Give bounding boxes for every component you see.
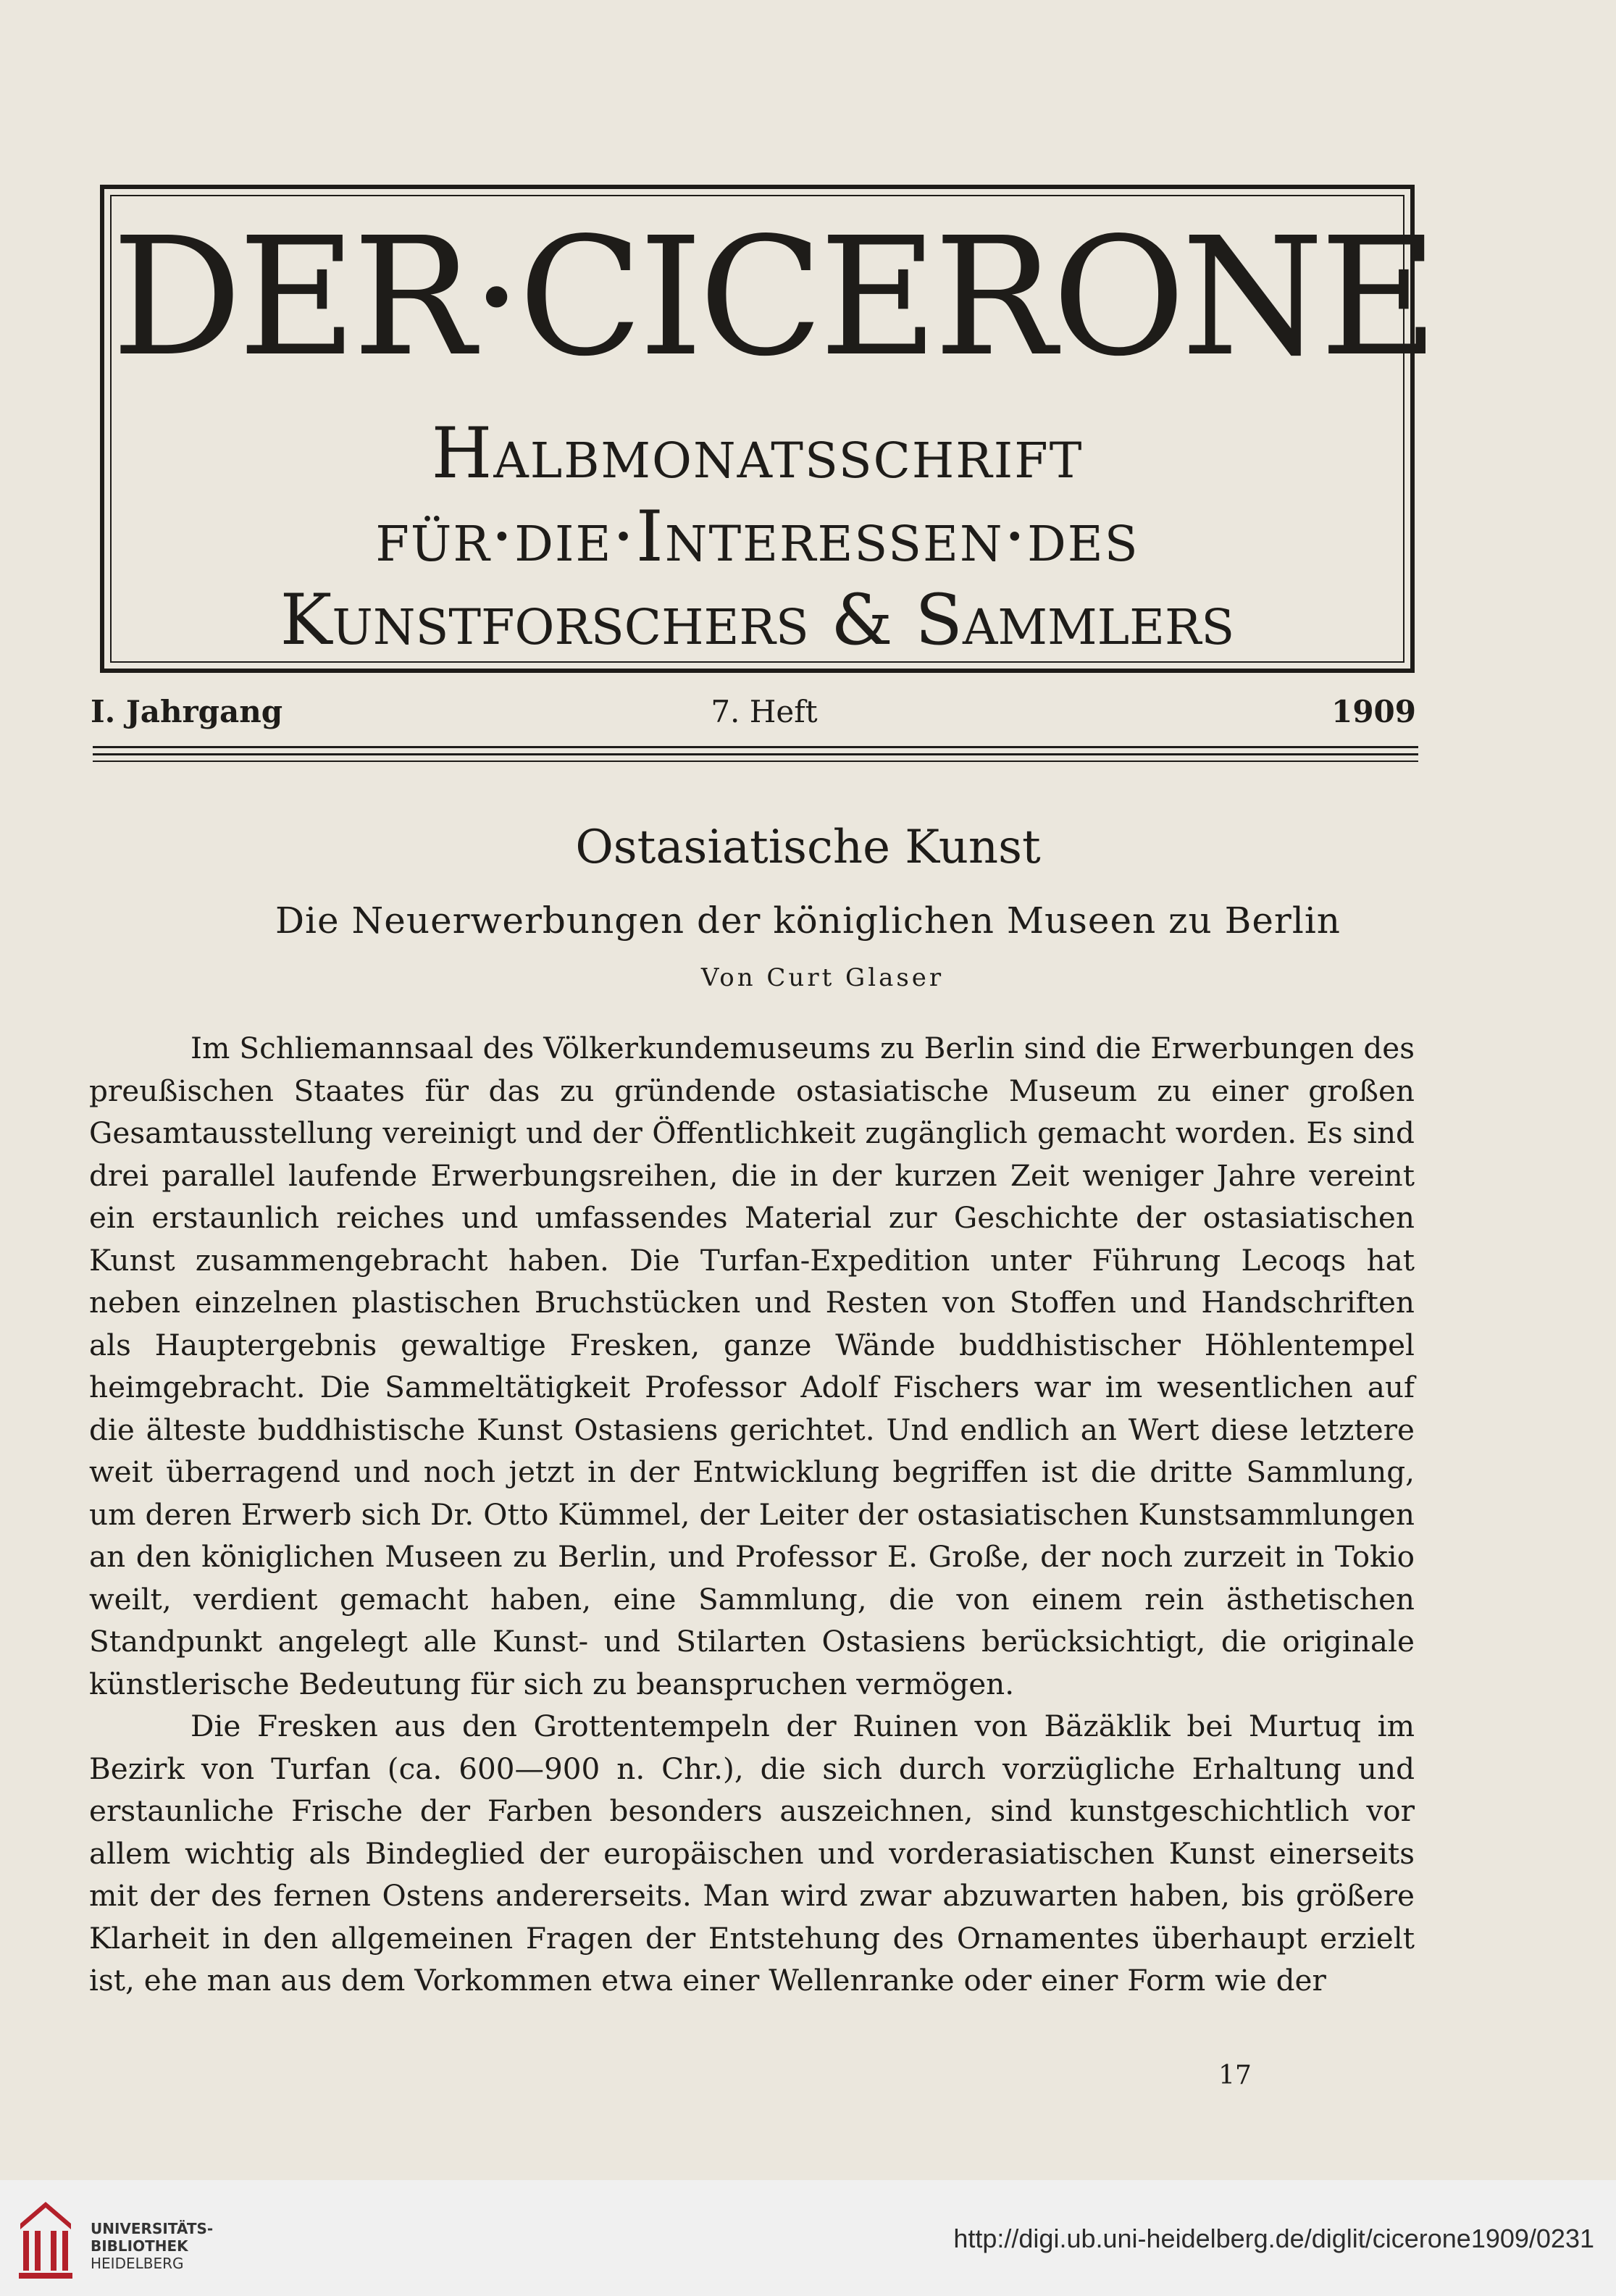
body-paragraph: Im Schliemannsaal des Völkerkundemuseums zu Berlin sind die Erwerbungen des preußischen Staates für das zu gründende ostasiatische Museum zu einer großen Gesamtausstellung vereinigt und der Öffentlichkeit zugänglich gemacht worden. Es sind drei parallel laufende Erwerbungsreihen, die in der kurzen Zeit weniger Jahre vereint ein erstaunlich reiches und umfassendes Material zur Geschichte der ostasiatischen Kunst zusammengebracht haben. Die Turfan-Expedition unter Führung Lecoqs hat neben einzelnen plastischen Bruchstücken und Resten von Stoffen und Handschriften als Hauptergebnis gewaltige Fresken, ganze Wände buddhistischer Höhlentempel heimgebracht. Die Sammeltätigkeit Professor Adolf Fischers war im wesentlichen auf die älteste buddhistische Kunst Ostasiens gerichtet. Und endlich an Wert diese letztere weit überragend und noch jetzt in der Entwicklung begriffen ist die dritte Sammlung, um deren Erwerb sich Dr. Otto Kümmel, der Leiter der ostasiatischen Kunstsammlungen an den königlichen Museen zu Berlin, und Professor E. Große, der noch zurzeit in Tokio weilt, verdient gemacht haben, eine Sammlung, die von einem rein ästhetischen Standpunkt angelegt alle Kunst- und Stilarten Ostasiens berücksichtigt, die originale künstlerische Bedeutung für sich zu beanspruchen vermögen. <box>89 1031 1415 1701</box>
divider-rule <box>93 753 1418 755</box>
masthead <box>100 185 1434 673</box>
journal-title: DER·CICERONE <box>112 203 1434 393</box>
issue-year: 1909 <box>1331 694 1416 729</box>
library-name-line: HEIDELBERG <box>91 2255 184 2272</box>
library-name-line: BIBLIOTHEK <box>91 2237 188 2255</box>
journal-subtitle-line-1: Halbmonatsschrift <box>431 413 1084 494</box>
journal-subtitle-line-3: Kunstforschers & Sammlers <box>280 579 1235 661</box>
article-subtitle: Die Neuerwerbungen der königlichen Museen zu Berlin <box>275 900 1341 942</box>
masthead-inner-frame <box>110 195 1434 663</box>
library-name-line: UNIVERSITÄTS- <box>91 2220 214 2237</box>
source-url-link[interactable]: http://digi.ub.uni-heidelberg.de/diglit/cicerone1909/0231 <box>953 2224 1594 2253</box>
journal-subtitle-line-2: für·die·Interessen·des <box>375 496 1139 577</box>
volume-label: I. Jahrgang <box>91 694 283 729</box>
article-author: Von Curt Glaser <box>700 963 945 992</box>
divider-rule <box>93 746 1418 748</box>
divider-rule <box>93 761 1418 762</box>
body-paragraph: Die Fresken aus den Grottentempeln der Ruinen von Bäzäklik bei Murtuq im Bezirk von Turfan (ca. 600—900 n. Chr.), die sich durch vorzügliche Erhaltung und erstaunliche Frische der Farben besonders auszeichnen, sind kunstgeschichtlich vor allem wichtig als Bindeglied der europäischen und vorderasiatischen Kunst einerseits mit der des fernen Ostens andererseits. Man wird zwar abzuwarten haben, bis größere Klarheit in den allgemeinen Fragen der Entstehung des Ornamentes überhaupt erzielt ist, ehe man aus dem Vorkommen etwa einer Wellenranke oder einer Form wie der <box>89 1709 1415 1998</box>
issue-number: 7. Heft <box>711 694 818 729</box>
article-title: Ostasiatische Kunst <box>575 821 1041 874</box>
library-name <box>91 2220 213 2272</box>
article-body <box>89 1027 1415 2002</box>
library-logo-icon <box>13 2195 78 2285</box>
footer-bar <box>0 2180 1616 2296</box>
page-number: 17 <box>1218 2061 1252 2090</box>
issue-line <box>91 694 1416 730</box>
